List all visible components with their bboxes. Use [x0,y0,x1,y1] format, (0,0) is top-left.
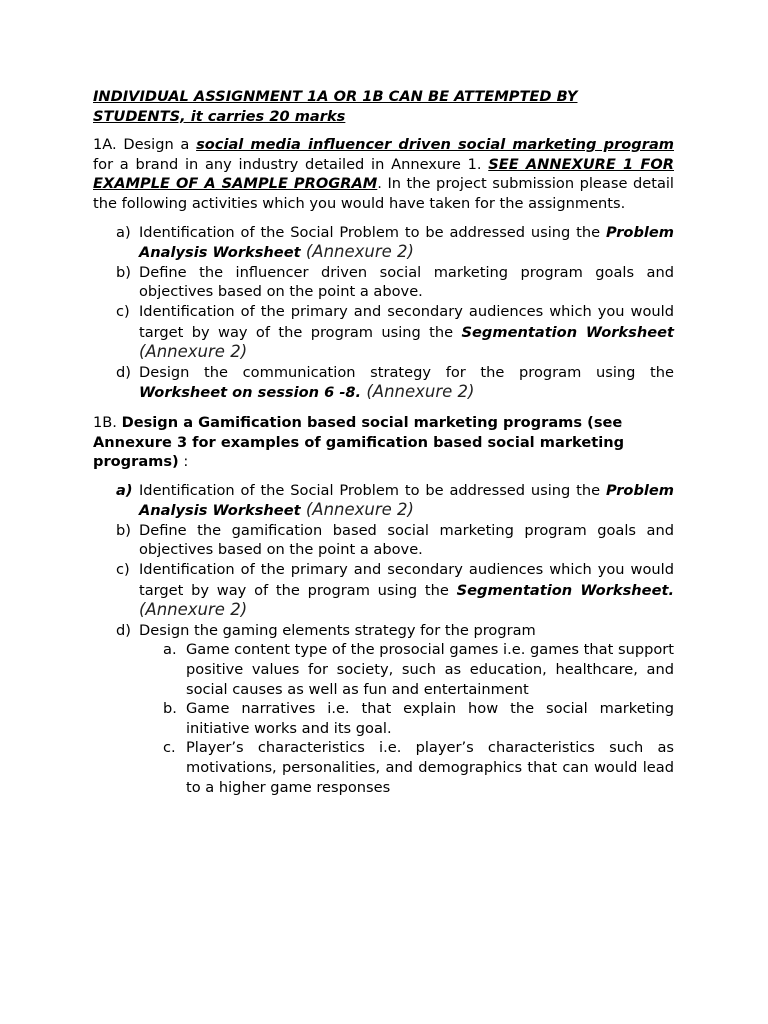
annexure-ref: (Annexure 2) [139,342,248,362]
assignment-title: INDIVIDUAL ASSIGNMENT 1A OR 1B CAN BE ATTEMPTED BY STUDENTS, it carries 20 marks [93,88,578,125]
gaming-elements-sublist [163,640,674,797]
list-item [116,263,674,302]
section-1b-heading: Design a Gamification based social marketing programs (see Annexure 3 for examples of gamification based social marketing programs) [93,413,625,471]
list-item [116,560,674,621]
list-item-text: Design the communication strategy for the program using the [139,363,674,381]
list-marker: a) [116,223,131,241]
document-body [93,87,674,797]
sublist-marker: a. [163,641,177,659]
section-1a-program-title: social media influencer driven social marketing program [196,136,674,154]
list-item-text: Identification of the Social Problem to be addressed using the [139,223,606,241]
section-1a-mid: for a brand in any industry detailed in Annexure 1. [93,155,489,173]
list-marker: d) [116,621,131,639]
sublist-item [163,640,674,699]
section-1b-list [116,481,674,798]
section-1a-see-annexure: SEE ANNEXURE 1 FOR EXAMPLE OF A SAMPLE PROGRAM [93,155,674,193]
worksheet-name: Problem Analysis Worksheet [139,481,674,520]
section-1a-prefix: 1A. Design a [93,136,197,154]
section-1a-intro [93,135,674,213]
sublist-item-text: Player’s characteristics i.e. player’s characteristics such as motivations, personalities, and demographics that can would lead to a higher game responses [186,739,674,796]
list-item-text: Define the influencer driven social marketing program goals and objectives based on the point a above. [139,263,674,301]
list-marker: a) [116,481,133,499]
sublist-marker: b. [163,700,177,718]
annexure-ref: (Annexure 2) [300,242,414,262]
list-item-text: Identification of the primary and secondary audiences which you would target by way of the program using the [139,561,674,599]
list-item [116,223,674,263]
list-item [116,363,674,403]
worksheet-name: Problem Analysis Worksheet [139,223,674,262]
worksheet-name: Segmentation Worksheet. [456,581,674,599]
worksheet-name: Segmentation Worksheet [461,323,674,341]
section-1b-suffix: : [178,453,189,471]
list-marker: c) [116,561,130,579]
list-item [116,521,674,560]
sublist-item [163,699,674,738]
worksheet-name: Worksheet on session 6 -8. [139,384,362,402]
list-item-text: Identification of the primary and secondary audiences which you would target by way of the program using the [139,302,674,341]
section-1a-list [116,223,674,403]
section-1b-intro [93,413,674,472]
sublist-marker: c. [163,739,176,757]
list-item-text: Identification of the Social Problem to be addressed using the [139,481,606,499]
list-item [116,302,674,363]
list-item-text: Define the gamification based social marketing program goals and objectives based on the point a above. [139,521,674,559]
list-marker: d) [116,363,131,381]
sublist-item-text: Game content type of the prosocial games i.e. games that support positive values for society, such as education, healthcare, and social causes as well as fun and entertainment [186,641,674,698]
list-item [116,621,674,797]
list-item [116,481,674,521]
list-marker: b) [116,521,131,539]
section-1b-prefix: 1B. [93,413,122,431]
list-item-text: Design the gaming elements strategy for the program [139,621,536,639]
annexure-ref: (Annexure 2) [361,382,475,402]
section-1a-suffix: . In the project submission please detail the following activities which you would have taken for the assignments. [93,175,674,212]
sublist-item-text: Game narratives i.e. that explain how the social marketing initiative works and its goal. [186,700,674,737]
annexure-ref: (Annexure 2) [300,500,414,520]
list-marker: c) [116,302,130,320]
annexure-ref: (Annexure 2) [139,600,248,620]
sublist-item [163,738,674,797]
list-marker: b) [116,263,131,281]
